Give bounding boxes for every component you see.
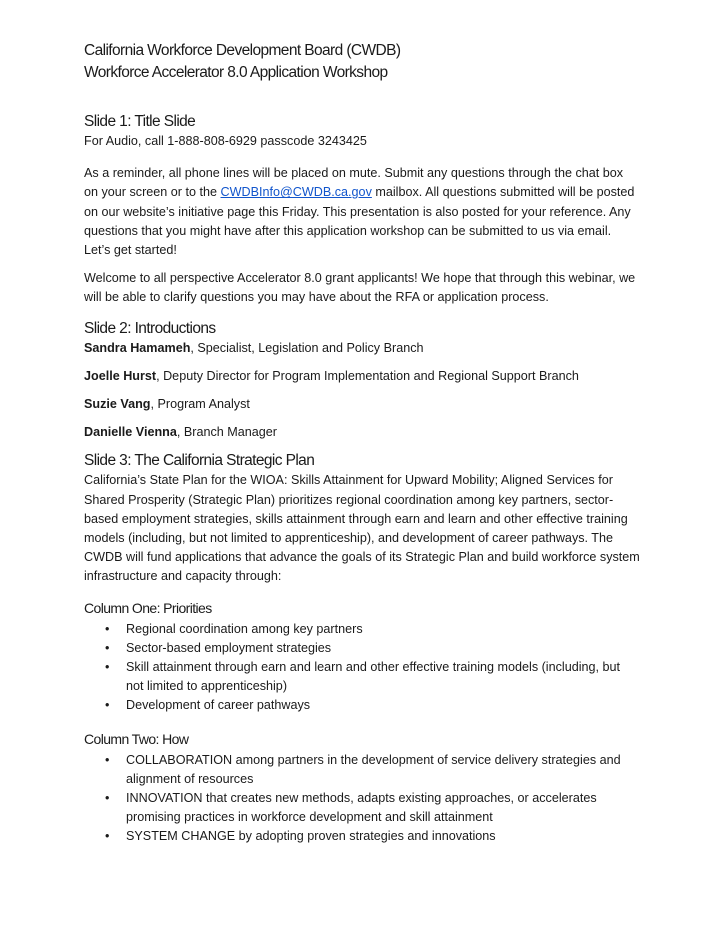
- bullet-icon: •: [105, 640, 110, 655]
- list-item: [84, 696, 640, 715]
- column-one: [84, 598, 640, 716]
- doc-title-line-2: Workforce Accelerator 8.0 Application Workshop: [84, 64, 388, 81]
- person-role: , Specialist, Legislation and Policy Branch: [190, 340, 424, 355]
- list-item-text: Development of career pathways: [126, 698, 311, 713]
- list-item-text: SYSTEM CHANGE by adopting proven strategies and innovations: [126, 829, 496, 844]
- doc-title-line-1: California Workforce Development Board (CWDB): [84, 42, 401, 59]
- column-two: [84, 729, 640, 847]
- list-item: [84, 639, 640, 658]
- reminder-text-end: mailbox. All questions submitted will be posted on our website’s initiative page this Friday. This presentation is also posted for your reference. Any questions that you might have after this application workshop can be submitted to us via email. Let’s get started!: [84, 185, 635, 258]
- list-item: [84, 789, 640, 827]
- priorities-list: [84, 620, 640, 716]
- list-item-text: Sector-based employment strategies: [126, 640, 332, 655]
- reminder-paragraph: [84, 164, 640, 260]
- person-role: , Branch Manager: [176, 425, 277, 440]
- list-item-text: Regional coordination among key partners: [126, 621, 363, 636]
- person-line: [84, 339, 640, 358]
- strategic-plan-paragraph: California’s State Plan for the WIOA: Skills Attainment for Upward Mobility; Aligned Services for Shared Prosperity (Strategic Plan) prioritizes regional coordination among key partners, sector-based employment strategies, skills attainment through earn and learn and other effective training models (including, but not limited to apprenticeship), and development of career pathways. The CWDB will fund applications that advance the goals of its Strategic Plan and build workforce system infrastructure and capacity through:: [84, 473, 640, 584]
- person-name: Sandra Hamameh: [84, 340, 191, 355]
- bullet-icon: •: [105, 829, 110, 844]
- section-slide-1: [84, 112, 640, 308]
- welcome-paragraph: Welcome to all perspective Accelerator 8.0 grant applicants! We hope that through this webinar, we will be able to clarify questions you may have about the RFA or application process.: [84, 271, 636, 305]
- bullet-icon: •: [105, 698, 110, 713]
- audio-line: For Audio, call 1-888-808-6929 passcode 3243425: [84, 134, 367, 148]
- section-slide-3: [84, 451, 640, 846]
- reminder-text-start: As a reminder, all phone lines will be placed on mute. Submit any questions through the chat box on your screen or to the: [84, 166, 624, 200]
- list-item: [84, 620, 640, 639]
- bullet-icon: •: [105, 660, 110, 675]
- person-name: Suzie Vang: [84, 397, 151, 412]
- list-item: [84, 658, 640, 696]
- email-link[interactable]: CWDBInfo@CWDB.ca.gov: [220, 185, 372, 200]
- list-item: [84, 751, 640, 789]
- section-slide-2: [84, 319, 640, 443]
- person-line: [84, 395, 640, 414]
- person-name: Danielle Vienna: [84, 425, 177, 440]
- person-role: , Program Analyst: [150, 397, 250, 412]
- list-item-text: COLLABORATION among partners in the development of service delivery strategies and alignment of resources: [126, 752, 621, 786]
- how-list: [84, 751, 640, 847]
- bullet-icon: •: [105, 752, 110, 767]
- slide-3-heading: Slide 3: The California Strategic Plan: [84, 452, 315, 470]
- person-line: [84, 423, 640, 442]
- slide-2-heading: Slide 2: Introductions: [84, 319, 216, 337]
- person-line: [84, 367, 640, 386]
- person-role: , Deputy Director for Program Implementation and Regional Support Branch: [156, 368, 579, 383]
- list-item-text: INNOVATION that creates new methods, adapts existing approaches, or accelerates promising practices in workforce development and skill attainment: [126, 791, 597, 825]
- slide-1-heading: Slide 1: Title Slide: [84, 113, 196, 130]
- list-item: [84, 827, 640, 846]
- column-one-heading: Column One: Priorities: [84, 599, 212, 616]
- document-header: [84, 40, 640, 84]
- person-name: Joelle Hurst: [84, 368, 157, 383]
- list-item-text: Skill attainment through earn and learn and other effective training models (including, but not limited to apprenticeship): [126, 660, 621, 694]
- column-two-heading: Column Two: How: [84, 730, 189, 747]
- bullet-icon: •: [105, 621, 110, 636]
- bullet-icon: •: [105, 791, 110, 806]
